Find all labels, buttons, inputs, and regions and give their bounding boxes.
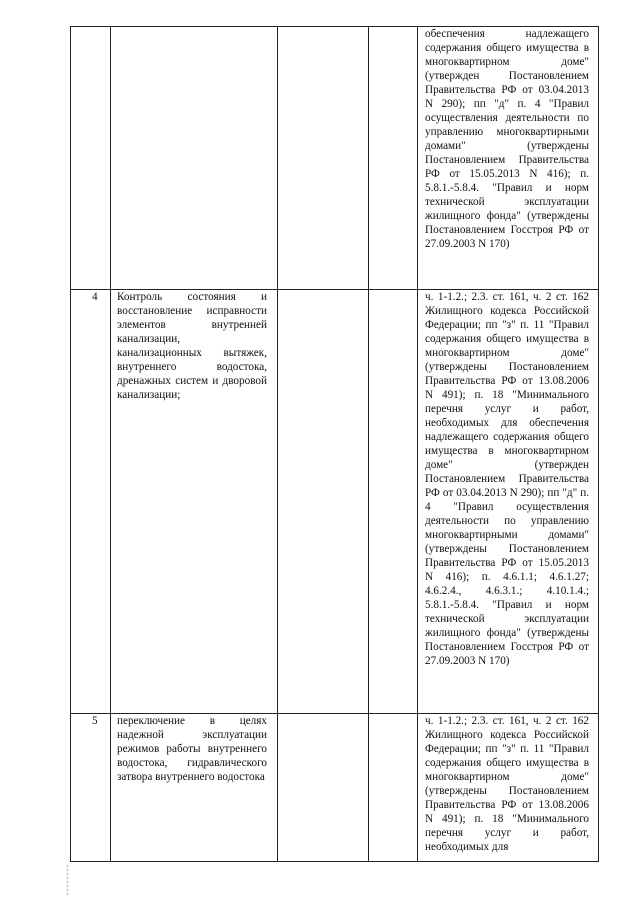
table-row: [71, 714, 599, 862]
scan-margin-dots: [66, 864, 69, 896]
empty-cell: [278, 290, 369, 714]
legal-basis-cell: ч. 1-1.2.; 2.3. ст. 161, ч. 2 ст. 162 Жилищного кодекса Российской Федерации; пп "з" п. 11 "Правил содержания общего имущества в многоквартирном доме" (утверждены Постановлением Правительства РФ от 13.08.2006 N 491); п. 18 "Минимального перечня услуг и работ, необходимых для: [418, 714, 599, 862]
table-row: [71, 290, 599, 714]
empty-cell: [278, 27, 369, 290]
legal-basis-cell: обеспечения надлежащего содержания общего имущества в многоквартирном доме" (утвержден Постановлением Правительства РФ от 03.04.2013 N 290); пп "д" п. 4 "Правил осуществления деятельности по управлению многоквартирными домами" (утверждены Постановлением Правительства РФ от 15.05.2013 N 416); п. 5.8.1.-5.8.4. "Правил и норм технической эксплуатации жилищного фонда" (утверждены Постановлением Госстроя РФ от 27.09.2003 N 170): [418, 27, 599, 290]
legal-basis-cell: ч. 1-1.2.; 2.3. ст. 161, ч. 2 ст. 162 Жилищного кодекса Российской Федерации; пп "з" п. 11 "Правил содержания общего имущества в многоквартирном доме" (утверждены Постановлением Правительства РФ от 13.08.2006 N 491); п. 18 "Минимального перечня услуг и работ, необходимых для обеспечения надлежащего содержания общего имущества в многоквартирном доме" (утвержден Постановлением Правительства РФ от 03.04.2013 N 290); пп "д" п. 4 "Правил осуществления деятельности по управлению многоквартирными домами" (утверждены Постановлением Правительства РФ от 15.05.2013 N 416); п. 4.6.1.1; 4.6.1.27; 4.6.2.4., 4.6.3.1.; 4.10.1.4.; 5.8.1.-5.8.4. "Правил и норм технической эксплуатации жилищного фонда" (утверждены Постановлением Госстроя РФ от 27.09.2003 N 170): [418, 290, 599, 714]
row-number-cell: [71, 27, 111, 290]
row-number-cell: 5: [71, 714, 111, 862]
work-description-cell: переключение в целях надежной эксплуатации режимов работы внутреннего водостока, гидравлического затвора внутреннего водостока: [111, 714, 278, 862]
table-row: [71, 27, 599, 290]
work-description-cell: Контроль состояния и восстановление исправности элементов внутренней канализации, канализационных вытяжек, внутреннего водостока, дренажных систем и дворовой канализации;: [111, 290, 278, 714]
regulations-table: [70, 26, 599, 862]
empty-cell: [369, 290, 418, 714]
empty-cell: [369, 714, 418, 862]
empty-cell: [369, 27, 418, 290]
empty-cell: [278, 714, 369, 862]
row-number-cell: 4: [71, 290, 111, 714]
work-description-cell: [111, 27, 278, 290]
